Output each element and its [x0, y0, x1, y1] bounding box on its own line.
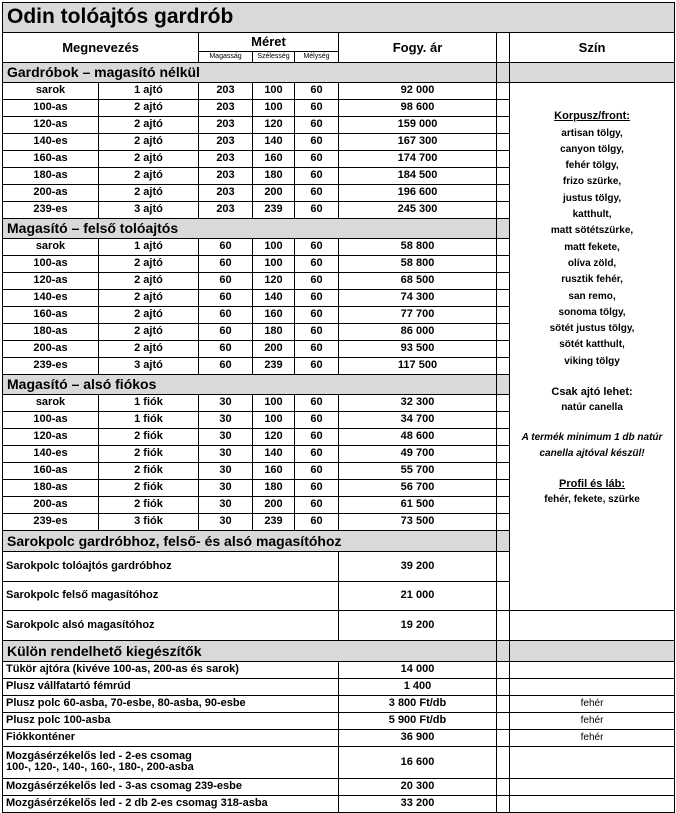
row-price: 159 000	[339, 117, 497, 134]
row-width: 200	[253, 185, 295, 202]
table-row	[3, 695, 675, 712]
row-depth: 60	[295, 117, 339, 134]
row-depth: 60	[295, 185, 339, 202]
row-price: 58 800	[339, 256, 497, 273]
row-price: 14 000	[339, 661, 497, 678]
row-doors: 2 fiók	[99, 497, 199, 514]
row-spacer	[497, 778, 510, 795]
row-width: 140	[253, 290, 295, 307]
row-spacer	[497, 661, 510, 678]
row-price: 33 200	[339, 795, 497, 812]
section-title: Sarokpolc gardróbhoz, felső- és alsó magasítóhoz	[3, 531, 497, 552]
row-price: 16 600	[339, 746, 497, 778]
color-item: san remo,	[568, 290, 616, 302]
row-doors: 2 ajtó	[99, 256, 199, 273]
table-row	[3, 83, 675, 100]
row-depth: 60	[295, 446, 339, 463]
row-height: 203	[199, 83, 253, 100]
color-item: olíva zöld,	[567, 257, 617, 269]
row-spacer	[497, 497, 510, 514]
row-doors: 2 ajtó	[99, 273, 199, 290]
row-name: sarok	[3, 395, 99, 412]
row-height: 203	[199, 168, 253, 185]
row-name: Tükör ajtóra (kivéve 100-as, 200-as és sarok)	[3, 661, 339, 678]
row-doors: 2 ajtó	[99, 134, 199, 151]
door-only-value: natúr canella	[561, 402, 623, 413]
row-height: 60	[199, 256, 253, 273]
row-price: 92 000	[339, 83, 497, 100]
row-name: 239-es	[3, 514, 99, 531]
row-name: Mozgásérzékelős led - 2 db 2-es csomag 318-asba	[3, 795, 339, 812]
section-spacer	[497, 219, 510, 239]
row-name: 160-as	[3, 463, 99, 480]
row-depth: 60	[295, 256, 339, 273]
row-doors: 1 fiók	[99, 395, 199, 412]
price-sheet	[2, 2, 674, 813]
row-color	[510, 661, 675, 678]
row-name	[3, 746, 339, 778]
row-spacer	[497, 134, 510, 151]
row-color	[510, 778, 675, 795]
row-depth: 60	[295, 134, 339, 151]
row-width: 120	[253, 117, 295, 134]
header-name: Megnevezés	[3, 33, 199, 63]
row-price: 167 300	[339, 134, 497, 151]
row-name: Mozgásérzékelős led - 3-as csomag 239-esbe	[3, 778, 339, 795]
row-doors: 2 ajtó	[99, 290, 199, 307]
header-color: Szín	[510, 33, 675, 63]
header-size: Méret	[199, 33, 339, 52]
row-width: 180	[253, 168, 295, 185]
row-price: 32 300	[339, 395, 497, 412]
row-doors: 2 ajtó	[99, 324, 199, 341]
color-item: frizo szürke,	[562, 176, 622, 188]
row-spacer	[497, 611, 510, 641]
color-panel	[510, 83, 675, 611]
row-depth: 60	[295, 83, 339, 100]
row-name: 200-as	[3, 497, 99, 514]
row-height: 60	[199, 324, 253, 341]
section-spacer	[497, 63, 510, 83]
row-height: 60	[199, 290, 253, 307]
row-price: 39 200	[339, 552, 497, 582]
row-spacer	[497, 395, 510, 412]
row-height: 203	[199, 151, 253, 168]
profile-heading: Profil és láb:	[559, 478, 626, 491]
row-name: 140-es	[3, 134, 99, 151]
color-item: rusztik fehér,	[561, 274, 623, 286]
row-depth: 60	[295, 151, 339, 168]
row-color	[510, 678, 675, 695]
row-spacer	[497, 307, 510, 324]
row-doors: 3 ajtó	[99, 358, 199, 375]
row-price: 49 700	[339, 446, 497, 463]
row-depth: 60	[295, 395, 339, 412]
row-width: 100	[253, 83, 295, 100]
row-doors: 2 fiók	[99, 429, 199, 446]
row-price: 77 700	[339, 307, 497, 324]
row-width: 100	[253, 412, 295, 429]
row-doors: 1 ajtó	[99, 83, 199, 100]
row-spacer	[497, 168, 510, 185]
door-only-heading: Csak ajtó lehet:	[551, 386, 633, 398]
row-doors: 2 ajtó	[99, 185, 199, 202]
row-height: 30	[199, 480, 253, 497]
row-spacer	[497, 695, 510, 712]
row-spacer	[497, 151, 510, 168]
row-spacer	[497, 412, 510, 429]
row-doors: 2 fiók	[99, 463, 199, 480]
page-title: Odin tolóajtós gardrób	[3, 3, 675, 33]
row-price: 74 300	[339, 290, 497, 307]
row-name: Plusz polc 60-asba, 70-esbe, 80-asba, 90-esbe	[3, 695, 339, 712]
row-price: 196 600	[339, 185, 497, 202]
row-spacer	[497, 341, 510, 358]
row-doors: 2 ajtó	[99, 151, 199, 168]
table-row	[3, 661, 675, 678]
table-row	[3, 712, 675, 729]
row-price: 98 600	[339, 100, 497, 117]
row-spacer	[497, 100, 510, 117]
row-height: 30	[199, 514, 253, 531]
header-spacer	[497, 33, 510, 63]
row-spacer	[497, 429, 510, 446]
row-name: sarok	[3, 83, 99, 100]
row-height: 203	[199, 185, 253, 202]
row-width: 140	[253, 446, 295, 463]
row-spacer	[497, 581, 510, 611]
row-doors: 1 ajtó	[99, 239, 199, 256]
row-width: 100	[253, 100, 295, 117]
color-item: justus tölgy,	[562, 192, 622, 204]
row-spacer	[497, 290, 510, 307]
color-item: matt fekete,	[564, 241, 620, 253]
row-name: 200-as	[3, 341, 99, 358]
row-height: 30	[199, 412, 253, 429]
row-height: 203	[199, 100, 253, 117]
row-price: 48 600	[339, 429, 497, 446]
row-price: 86 000	[339, 324, 497, 341]
section-spacer	[497, 375, 510, 395]
row-spacer	[497, 83, 510, 100]
row-height: 203	[199, 202, 253, 219]
row-width: 239	[253, 514, 295, 531]
row-color: fehér	[510, 695, 675, 712]
table-row	[3, 746, 675, 778]
row-price: 21 000	[339, 581, 497, 611]
row-price: 3 800 Ft/db	[339, 695, 497, 712]
row-width: 100	[253, 256, 295, 273]
row-name: 239-es	[3, 358, 99, 375]
color-item: sötét katthult,	[559, 339, 625, 351]
color-item: katthult,	[572, 209, 612, 221]
row-name: 180-as	[3, 324, 99, 341]
color-heading: Korpusz/front:	[554, 110, 630, 122]
row-height: 60	[199, 239, 253, 256]
color-item: viking tölgy	[564, 355, 620, 367]
row-height: 30	[199, 395, 253, 412]
row-price: 20 300	[339, 778, 497, 795]
row-name-line1: Mozgásérzékelős led - 2-es csomag	[6, 749, 192, 762]
row-price: 34 700	[339, 412, 497, 429]
section-spacer	[497, 531, 510, 552]
row-depth: 60	[295, 412, 339, 429]
color-item: sonoma tölgy,	[558, 306, 626, 318]
row-name: 200-as	[3, 185, 99, 202]
row-width: 140	[253, 134, 295, 151]
row-spacer	[497, 273, 510, 290]
row-name: 180-as	[3, 168, 99, 185]
section-title: Magasító – alsó fiókos	[3, 375, 497, 395]
row-price: 36 900	[339, 729, 497, 746]
row-spacer	[497, 729, 510, 746]
row-width: 100	[253, 395, 295, 412]
row-doors: 2 fiók	[99, 480, 199, 497]
row-width: 160	[253, 307, 295, 324]
row-spacer	[497, 358, 510, 375]
row-spacer	[497, 463, 510, 480]
row-name: 140-es	[3, 446, 99, 463]
row-width: 239	[253, 358, 295, 375]
row-doors: 2 ajtó	[99, 341, 199, 358]
row-doors: 2 ajtó	[99, 100, 199, 117]
row-name: Plusz vállfatartó fémrúd	[3, 678, 339, 695]
price-table	[2, 2, 675, 813]
row-depth: 60	[295, 429, 339, 446]
row-depth: 60	[295, 497, 339, 514]
row-width: 180	[253, 324, 295, 341]
row-height: 203	[199, 134, 253, 151]
row-spacer	[497, 746, 510, 778]
row-depth: 60	[295, 239, 339, 256]
row-depth: 60	[295, 307, 339, 324]
section-header	[3, 640, 675, 661]
row-spacer	[497, 678, 510, 695]
header-height: Magasság	[199, 52, 253, 63]
row-name: 120-as	[3, 429, 99, 446]
row-color: fehér	[510, 729, 675, 746]
section-title: Magasító – felső tolóajtós	[3, 219, 497, 239]
row-spacer	[497, 480, 510, 497]
row-width: 200	[253, 341, 295, 358]
row-color	[510, 746, 675, 778]
row-depth: 60	[295, 202, 339, 219]
row-width: 160	[253, 151, 295, 168]
row-price: 93 500	[339, 341, 497, 358]
row-height: 203	[199, 117, 253, 134]
row-spacer	[497, 712, 510, 729]
row-name: sarok	[3, 239, 99, 256]
row-depth: 60	[295, 324, 339, 341]
row-width: 239	[253, 202, 295, 219]
row-height: 60	[199, 273, 253, 290]
row-name: 100-as	[3, 100, 99, 117]
row-width: 180	[253, 480, 295, 497]
row-height: 30	[199, 429, 253, 446]
section-color-blank	[510, 640, 675, 661]
row-depth: 60	[295, 168, 339, 185]
row-spacer	[497, 514, 510, 531]
row-spacer	[497, 446, 510, 463]
section-header	[3, 63, 675, 83]
row-doors: 3 ajtó	[99, 202, 199, 219]
row-name: 120-as	[3, 273, 99, 290]
row-name: 160-as	[3, 307, 99, 324]
row-spacer	[497, 202, 510, 219]
row-price: 245 300	[339, 202, 497, 219]
table-row	[3, 778, 675, 795]
row-depth: 60	[295, 100, 339, 117]
row-depth: 60	[295, 480, 339, 497]
row-name: Sarokpolc tolóajtós gardróbhoz	[3, 552, 339, 582]
row-height: 60	[199, 307, 253, 324]
row-color: fehér	[510, 712, 675, 729]
row-price: 58 800	[339, 239, 497, 256]
row-name-line2: 100-, 120-, 140-, 160-, 180-, 200-asba	[6, 761, 194, 774]
row-spacer	[497, 239, 510, 256]
row-price: 61 500	[339, 497, 497, 514]
color-item: fehér tölgy,	[565, 160, 619, 172]
header-depth: Mélység	[295, 52, 339, 63]
table-row	[3, 729, 675, 746]
row-height: 30	[199, 446, 253, 463]
row-doors: 3 fiók	[99, 514, 199, 531]
row-doors: 2 ajtó	[99, 117, 199, 134]
section-title: Gardróbok – magasító nélkül	[3, 63, 497, 83]
row-doors: 2 fiók	[99, 446, 199, 463]
color-item: artisan tölgy,	[561, 127, 623, 139]
row-name: 100-as	[3, 412, 99, 429]
row-height: 60	[199, 358, 253, 375]
row-name: Sarokpolc felső magasítóhoz	[3, 581, 339, 611]
profile-value: fehér, fekete, szürke	[544, 494, 640, 506]
table-row	[3, 678, 675, 695]
row-width: 120	[253, 273, 295, 290]
row-name: Fiókkonténer	[3, 729, 339, 746]
row-name: Plusz polc 100-asba	[3, 712, 339, 729]
row-doors: 2 ajtó	[99, 307, 199, 324]
row-price: 19 200	[339, 611, 497, 641]
section-color-blank	[510, 63, 675, 83]
row-doors: 1 fiók	[99, 412, 199, 429]
row-price: 117 500	[339, 358, 497, 375]
row-width: 160	[253, 463, 295, 480]
row-depth: 60	[295, 358, 339, 375]
row-price: 56 700	[339, 480, 497, 497]
row-height: 30	[199, 497, 253, 514]
row-price: 184 500	[339, 168, 497, 185]
row-doors: 2 ajtó	[99, 168, 199, 185]
row-name: 160-as	[3, 151, 99, 168]
row-price: 55 700	[339, 463, 497, 480]
header-price: Fogy. ár	[339, 33, 497, 63]
row-price: 73 500	[339, 514, 497, 531]
row-depth: 60	[295, 341, 339, 358]
row-depth: 60	[295, 273, 339, 290]
row-spacer	[497, 117, 510, 134]
row-name: 239-es	[3, 202, 99, 219]
color-item: matt sötétszürke,	[550, 225, 634, 237]
row-price: 1 400	[339, 678, 497, 695]
row-name: Sarokpolc alsó magasítóhoz	[3, 611, 339, 641]
row-spacer	[497, 552, 510, 582]
color-item: canyon tölgy,	[560, 143, 624, 155]
color-note: A termék minimum 1 db natúr canella ajtóval készül!	[521, 432, 663, 460]
row-width: 200	[253, 497, 295, 514]
section-title: Külön rendelhető kiegészítők	[3, 640, 497, 661]
color-item: sötét justus tölgy,	[549, 323, 635, 335]
row-name: 100-as	[3, 256, 99, 273]
row-name: 120-as	[3, 117, 99, 134]
row-height: 60	[199, 341, 253, 358]
section-spacer	[497, 640, 510, 661]
row-depth: 60	[295, 514, 339, 531]
header-width: Szélesség	[253, 52, 295, 63]
row-spacer	[497, 185, 510, 202]
row-width: 120	[253, 429, 295, 446]
row-price: 68 500	[339, 273, 497, 290]
row-price: 174 700	[339, 151, 497, 168]
row-depth: 60	[295, 290, 339, 307]
row-price: 5 900 Ft/db	[339, 712, 497, 729]
table-row	[3, 611, 675, 641]
row-name: 180-as	[3, 480, 99, 497]
row-spacer	[497, 324, 510, 341]
row-spacer	[497, 256, 510, 273]
row-name: 140-es	[3, 290, 99, 307]
row-height: 30	[199, 463, 253, 480]
row-depth: 60	[295, 463, 339, 480]
row-width: 100	[253, 239, 295, 256]
